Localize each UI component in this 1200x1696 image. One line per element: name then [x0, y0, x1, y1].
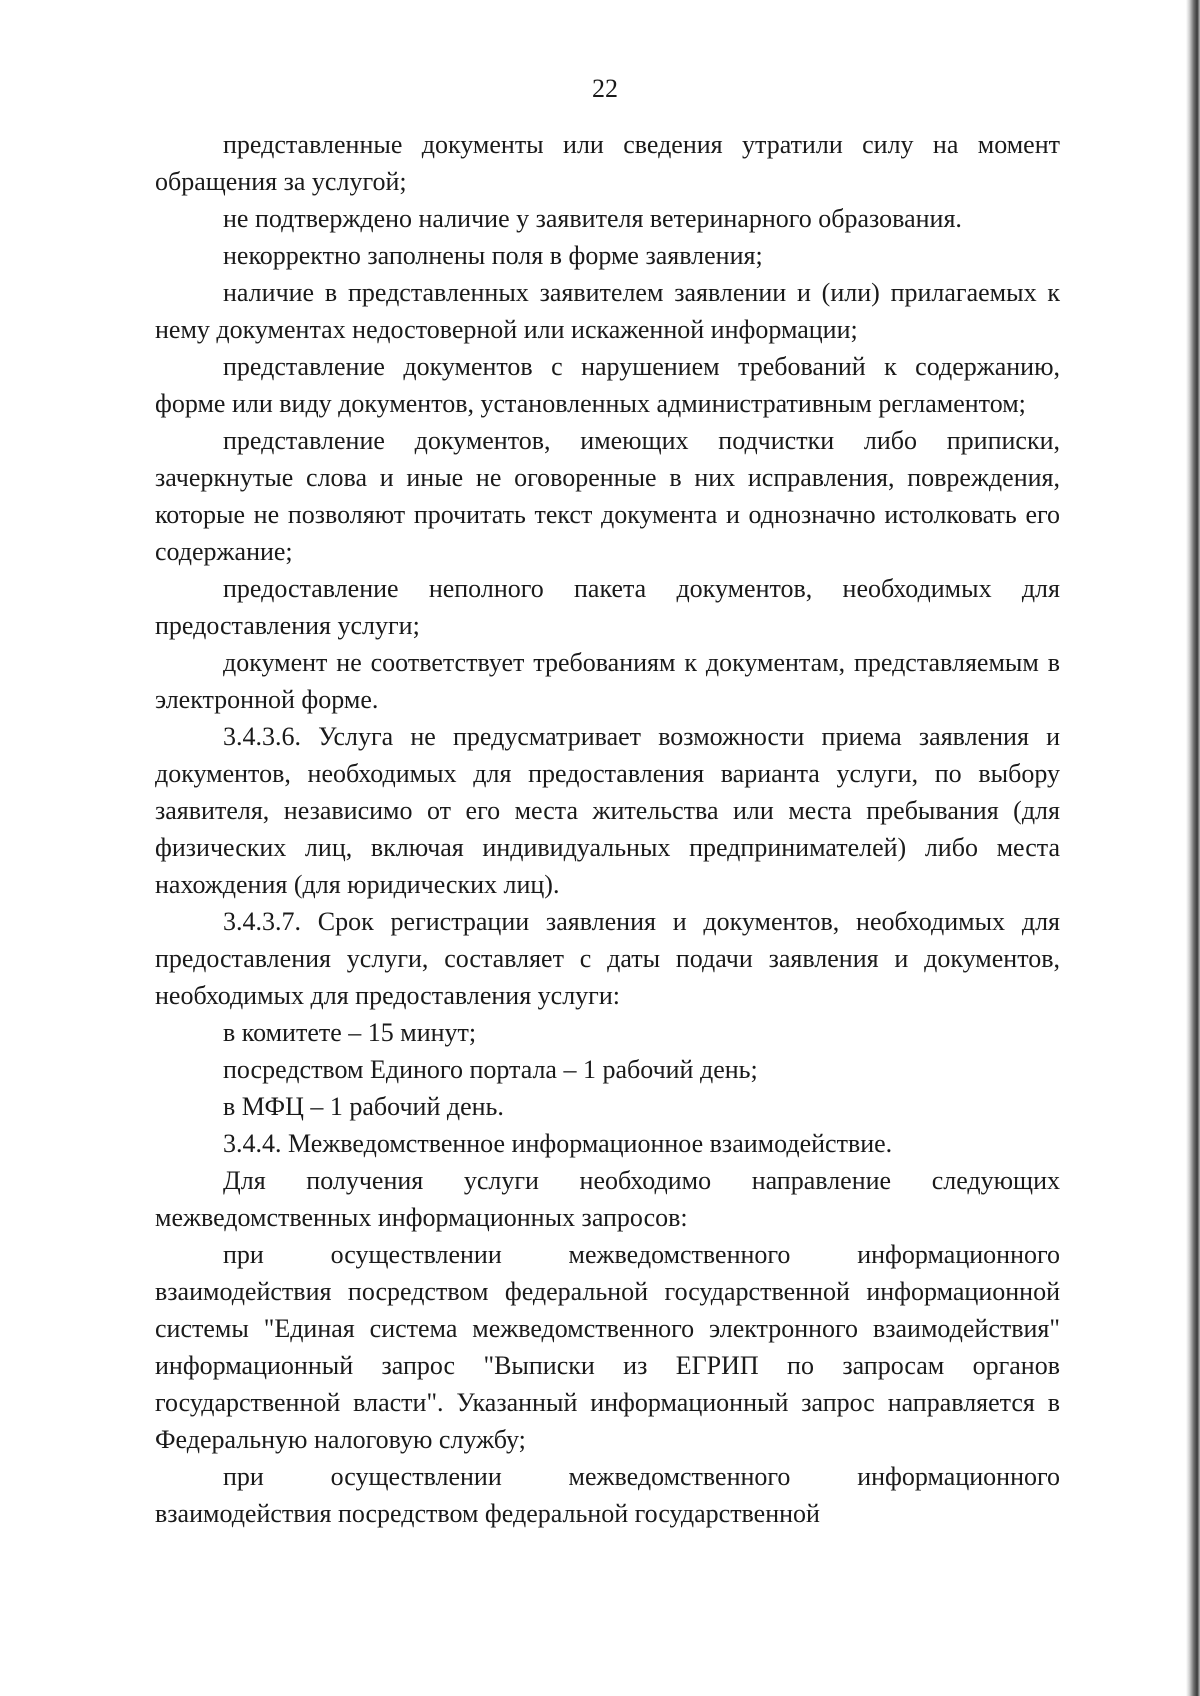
- paragraph: при осуществлении межведомственного информационного взаимодействия посредством федеральной государственной: [155, 1462, 1060, 1528]
- paragraph: при осуществлении межведомственного информационного взаимодействия посредством федеральной государственной информационной системы "Единая система межведомственного электронного взаимодействия" информационный запрос "Выписки из ЕГРИП по запросам органов государственной власти". Указанный информационный запрос направляется в Федеральную налоговую службу;: [155, 1240, 1060, 1454]
- section-heading: 3.4.4. Межведомственное информационное взаимодействие.: [223, 1129, 893, 1158]
- paragraph: представленные документы или сведения утратили силу на момент обращения за услугой;: [155, 130, 1060, 196]
- paragraph: документ не соответствует требованиям к документам, представляемым в электронной форме.: [155, 648, 1060, 714]
- page-number: 22: [592, 74, 618, 103]
- scan-edge-shadow: [1186, 0, 1200, 1696]
- paragraph: 3.4.3.6. Услуга не предусматривает возможности приема заявления и документов, необходимых для предоставления варианта услуги, по выбору заявителя, независимо от его места жительства или места пребывания (для физических лиц, включая индивидуальных предпринимателей) либо места нахождения (для юридических лиц).: [155, 722, 1060, 899]
- paragraph: посредством Единого портала – 1 рабочий день;: [223, 1055, 758, 1084]
- paragraph: представление документов с нарушением требований к содержанию, форме или виду документов, установленных административным регламентом;: [155, 352, 1060, 418]
- paragraph: 3.4.3.7. Срок регистрации заявления и документов, необходимых для предоставления услуги, составляет с даты подачи заявления и документов, необходимых для предоставления услуги:: [155, 907, 1060, 1010]
- paragraph: наличие в представленных заявителем заявлении и (или) прилагаемых к нему документах недостоверной или искаженной информации;: [155, 278, 1060, 344]
- paragraph: в комитете – 15 минут;: [223, 1018, 477, 1047]
- paragraph: в МФЦ – 1 рабочий день.: [223, 1092, 504, 1121]
- paragraph: предоставление неполного пакета документов, необходимых для предоставления услуги;: [155, 574, 1060, 640]
- document-body: [155, 126, 1060, 1532]
- paragraph: не подтверждено наличие у заявителя ветеринарного образования.: [223, 204, 962, 233]
- paragraph: некорректно заполнены поля в форме заявления;: [223, 241, 763, 270]
- paragraph: представление документов, имеющих подчистки либо приписки, зачеркнутые слова и иные не оговоренные в них исправления, повреждения, которые не позволяют прочитать текст документа и однозначно истолковать его содержание;: [155, 426, 1060, 566]
- paragraph: Для получения услуги необходимо направление следующих межведомственных информационных запросов:: [155, 1166, 1060, 1232]
